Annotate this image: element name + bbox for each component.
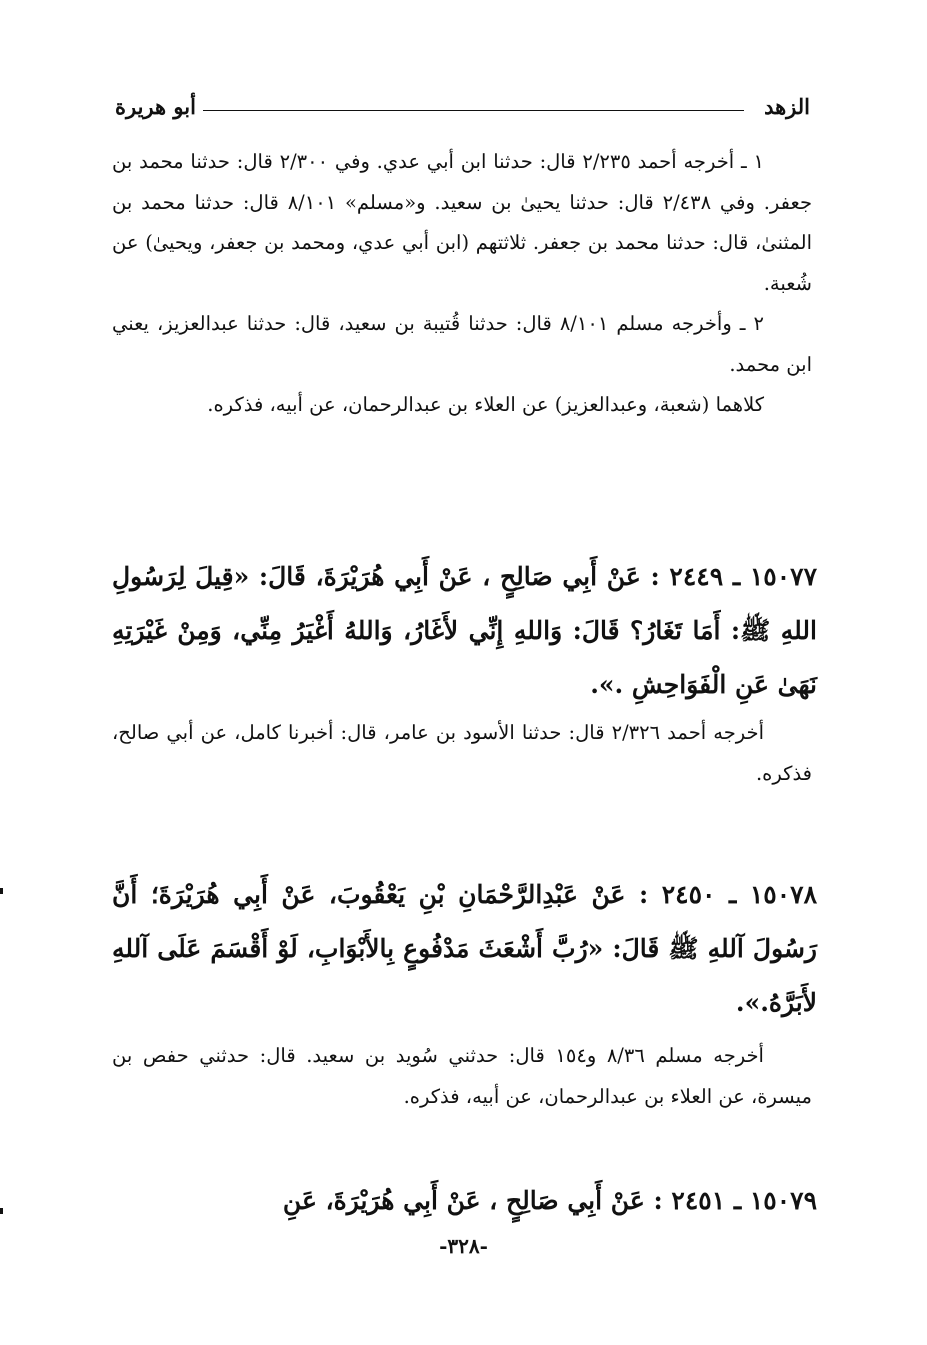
note-paragraph: ٢ ـ وأخرجه مسلم ٨/١٠١ قال: حدثنا قُتيبة بن سعيد، قال: حدثنا عبدالعزيز، يعني ابن محمد. <box>112 312 812 376</box>
note-paragraph: أخرجه مسلم ٨/٣٦ و١٥٤ قال: حدثني سُويد بن سعيد. قال: حدثني حفص بن ميسرة، عن العلاء بن عبدالرحمان، عن أبيه، فذكره. <box>112 1044 812 1108</box>
margin-mark <box>0 888 3 894</box>
page-number: -٣٢٨- <box>439 1234 488 1258</box>
hadith-number: ١٥٠٧٩ ـ ٢٤٥١ : <box>653 1186 817 1215</box>
note-paragraph: كلاهما (شعبة، وعبدالعزيز) عن العلاء بن عبدالرحمان، عن أبيه، فذكره. <box>207 393 764 416</box>
takhrij-notes-2 <box>112 713 812 794</box>
hadith-15078 <box>112 868 817 1030</box>
header-rule <box>203 110 744 111</box>
takhrij-notes-3 <box>112 1036 812 1117</box>
hadith-number: ١٥٠٧٨ ـ ٢٤٥٠ : <box>638 880 817 909</box>
hadith-15077 <box>112 550 817 712</box>
chapter-title: الزهد <box>764 94 810 119</box>
takhrij-notes-1 <box>112 142 812 426</box>
margin-mark <box>0 1208 3 1214</box>
hadith-15079 <box>112 1174 817 1228</box>
hadith-text: عَنْ أَبِي صَالِحٍ ، عَنْ أَبِي هُرَيْرَةَ، قَالَ: «قِيلَ لِرَسُولِ اللهِ ﷺ: أَمَا تَغَارُ؟ قَالَ: وَاللهِ إِنِّي لأَغَارُ، وَاللهُ أَغْيَرُ مِنِّي، وَمِنْ غَيْرَتِهِ نَهَىٰ عَنِ الْفَوَاحِشِ .». <box>112 562 817 699</box>
note-paragraph: ١ ـ أخرجه أحمد ٢/٢٣٥ قال: حدثنا ابن أبي عدي. وفي ٢/٣٠٠ قال: حدثنا محمد بن جعفر. وفي ٢/٤٣٨ قال: حدثنا يحيىٰ بن سعيد. و«مسلم» ٨/١٠١ قال: حدثنا محمد بن المثنىٰ، قال: حدثنا محمد بن جعفر. ثلاثتهم (ابن أبي عدي، ومحمد بن جعفر، ويحيىٰ) عن شُعبة. <box>112 150 813 295</box>
hadith-text: عَنْ أَبِي صَالِحٍ ، عَنْ أَبِي هُرَيْرَةَ، عَنِ <box>282 1186 645 1215</box>
hadith-text: عَنْ عَبْدِالرَّحْمَانِ بْنِ يَعْقُوبَ، عَنْ أَبِي هُرَيْرَةَ؛ أَنَّ رَسُولَ آللهِ ﷺ قَالَ: «رُبَّ أَشْعَثَ مَدْفُوعٍ بِالأَبْوَابِ، لَوْ أَقْسَمَ عَلَى آللهِ لأَبَرَّهُ.». <box>112 880 818 1017</box>
running-header <box>115 88 810 122</box>
note-paragraph: أخرجه أحمد ٢/٣٢٦ قال: حدثنا الأسود بن عامر، قال: أخبرنا كامل، عن أبي صالح، فذكره. <box>112 721 812 785</box>
hadith-number: ١٥٠٧٧ ـ ٢٤٤٩ : <box>650 562 817 591</box>
narrator-title: أبو هريرة <box>115 94 196 119</box>
